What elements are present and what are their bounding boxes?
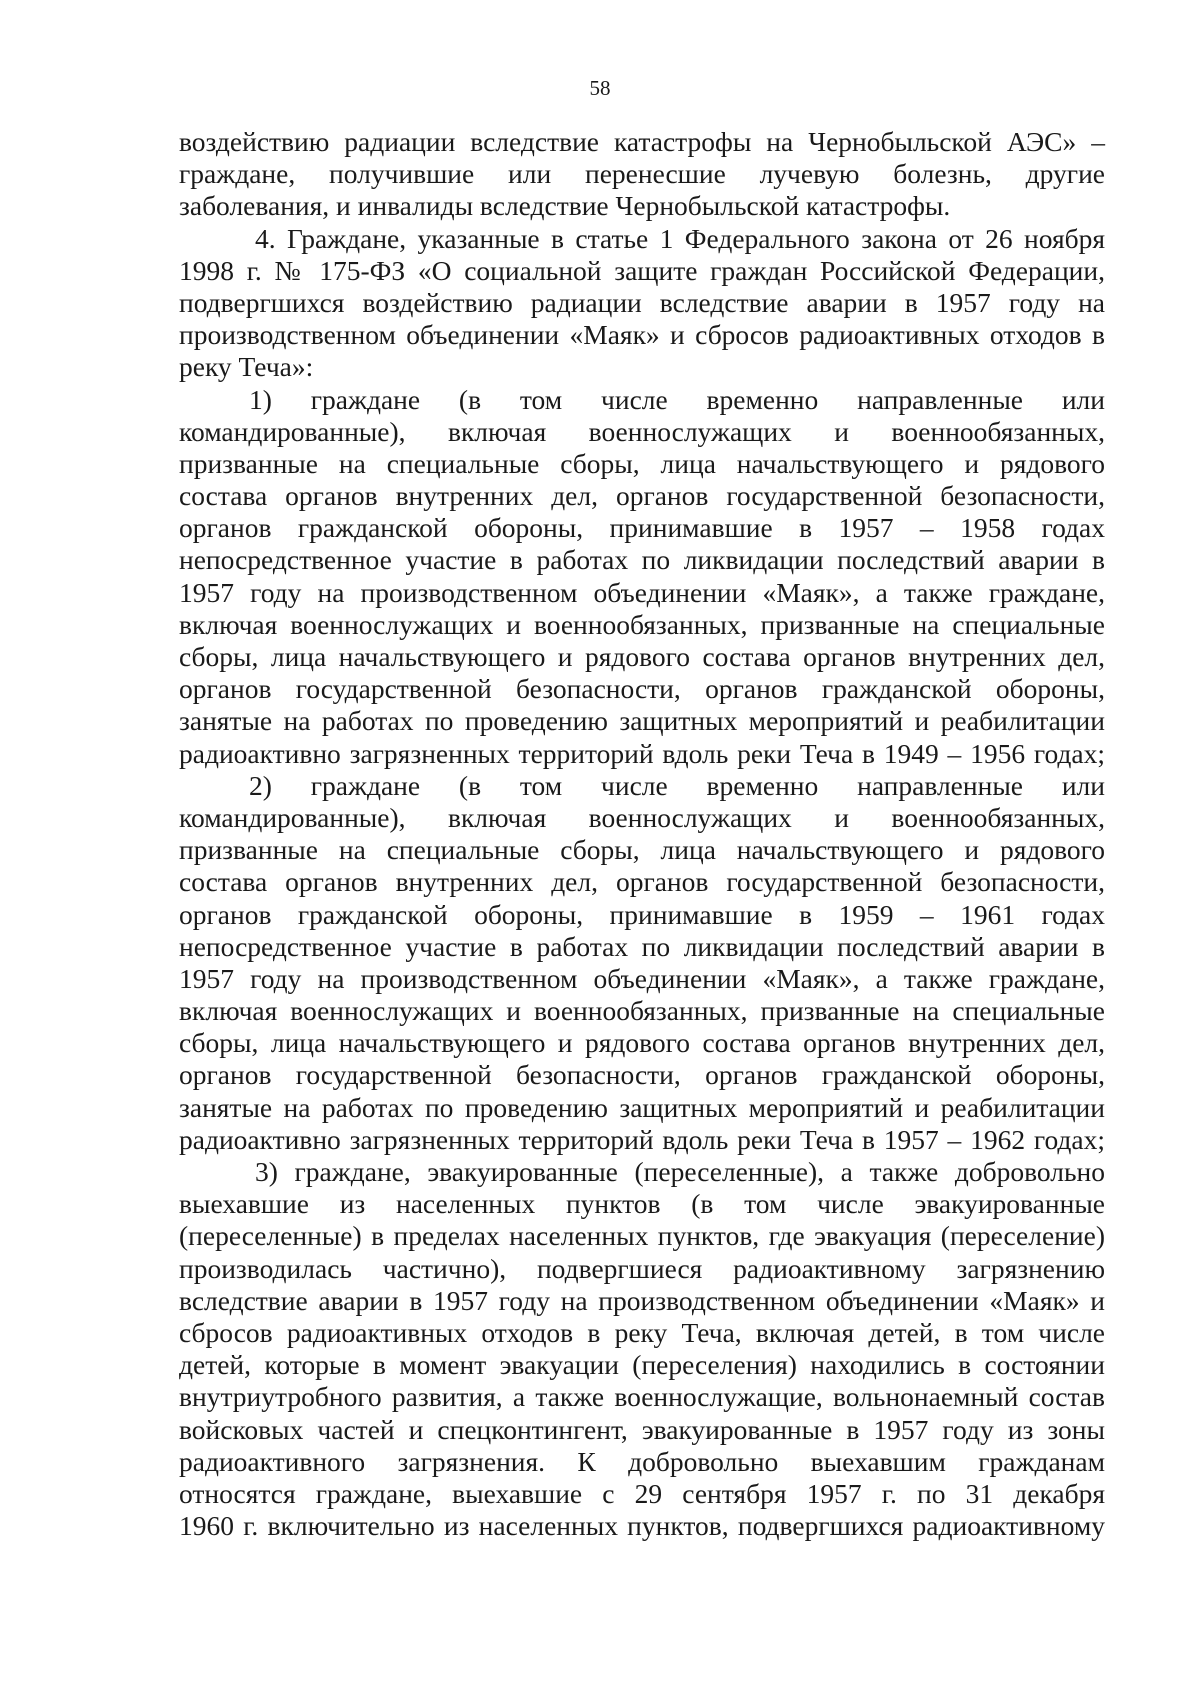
- text-line: воздействию радиации вследствие катастрофы на Чернобыльской АЭС» –: [179, 126, 1105, 157]
- text-line: состава органов внутренних дел, органов государственной безопасности,: [179, 866, 1105, 898]
- text-line: производилась частично), подвергшиеся радиоактивному загрязнению: [179, 1252, 1105, 1284]
- text-line: детей, которые в момент эвакуации (переселения) находились в состоянии: [179, 1349, 1105, 1381]
- text-line: сборы, лица начальствующего и рядового состава органов внутренних дел,: [179, 641, 1105, 672]
- text-line: непосредственное участие в работах по ликвидации последствий аварии в: [179, 544, 1105, 576]
- text-line: непосредственное участие в работах по ликвидации последствий аварии в: [179, 930, 1105, 962]
- text-line: органов гражданской обороны, принимавшие в 1959 – 1961 годах: [179, 898, 1105, 930]
- text-line: радиоактивно загрязненных территорий вдоль реки Теча в 1949 – 1956 годах;: [179, 737, 1105, 769]
- document-body: [179, 126, 1105, 1542]
- text-line: заболевания, и инвалиды вследствие Чернобыльской катастрофы.: [179, 190, 951, 222]
- text-line: включая военнослужащих и военнообязанных, призванные на специальные: [179, 608, 1105, 640]
- text-line: занятые на работах по проведению защитных мероприятий и реабилитации: [179, 1091, 1105, 1123]
- text-line: сборы, лица начальствующего и рядового состава органов внутренних дел,: [179, 1027, 1105, 1059]
- text-line: 1) граждане (в том числе временно направленные или: [249, 383, 1105, 415]
- text-line: призванные на специальные сборы, лица начальствующего и рядового: [179, 447, 1105, 479]
- text-line: относятся граждане, выехавшие с 29 сентября 1957 г. по 31 декабря: [179, 1477, 1105, 1509]
- text-line: подвергшихся воздействию радиации вследствие аварии в 1957 году на: [179, 286, 1105, 318]
- text-line: (переселенные) в пределах населенных пунктов, где эвакуация (переселение): [179, 1220, 1105, 1252]
- text-line: производственном объединении «Маяк» и сбросов радиоактивных отходов в: [179, 319, 1105, 351]
- text-line: 3) граждане, эвакуированные (переселенные), а также добровольно: [255, 1156, 1105, 1187]
- text-line: занятые на работах по проведению защитных мероприятий и реабилитации: [179, 705, 1105, 737]
- text-line: 2) граждане (в том числе временно направленные или: [249, 769, 1105, 801]
- text-line: органов государственной безопасности, органов гражданской обороны,: [179, 673, 1105, 705]
- text-line: радиоактивного загрязнения. К добровольно выехавшим гражданам: [179, 1445, 1105, 1477]
- text-line: 1998 г. № 175-ФЗ «О социальной защите граждан Российской Федерации,: [179, 254, 1105, 286]
- text-line: войсковых частей и спецконтингент, эвакуированные в 1957 году из зоны: [179, 1413, 1105, 1445]
- page-number: 58: [589, 76, 611, 100]
- text-line: командированные), включая военнослужащих и военнообязанных,: [179, 801, 1105, 833]
- text-line: 1957 году на производственном объединении «Маяк», а также граждане,: [179, 962, 1105, 994]
- text-line: внутриутробного развития, а также военнослужащие, вольнонаемный состав: [179, 1381, 1105, 1413]
- text-line: командированные), включая военнослужащих и военнообязанных,: [179, 415, 1105, 447]
- text-line: 1960 г. включительно из населенных пунктов, подвергшихся радиоактивному: [179, 1510, 1105, 1542]
- text-line: включая военнослужащих и военнообязанных, призванные на специальные: [179, 995, 1105, 1027]
- text-line: граждане, получившие или перенесшие лучевую болезнь, другие: [179, 158, 1105, 190]
- text-line: сбросов радиоактивных отходов в реку Теча, включая детей, в том числе: [179, 1316, 1105, 1348]
- text-line: состава органов внутренних дел, органов государственной безопасности,: [179, 480, 1105, 512]
- text-line: реку Теча»:: [179, 351, 314, 383]
- text-line: призванные на специальные сборы, лица начальствующего и рядового: [179, 834, 1105, 866]
- text-line: 1957 году на производственном объединении «Маяк», а также граждане,: [179, 576, 1105, 608]
- text-line: вследствие аварии в 1957 году на производственном объединении «Маяк» и: [179, 1284, 1105, 1316]
- text-line: органов гражданской обороны, принимавшие в 1957 – 1958 годах: [179, 512, 1105, 544]
- text-line: выехавшие из населенных пунктов (в том числе эвакуированные: [179, 1188, 1105, 1220]
- text-line: радиоактивно загрязненных территорий вдоль реки Теча в 1957 – 1962 годах;: [179, 1123, 1105, 1155]
- text-line: 4. Граждане, указанные в статье 1 Федерального закона от 26 ноября: [255, 222, 1105, 254]
- text-line: органов государственной безопасности, органов гражданской обороны,: [179, 1059, 1105, 1091]
